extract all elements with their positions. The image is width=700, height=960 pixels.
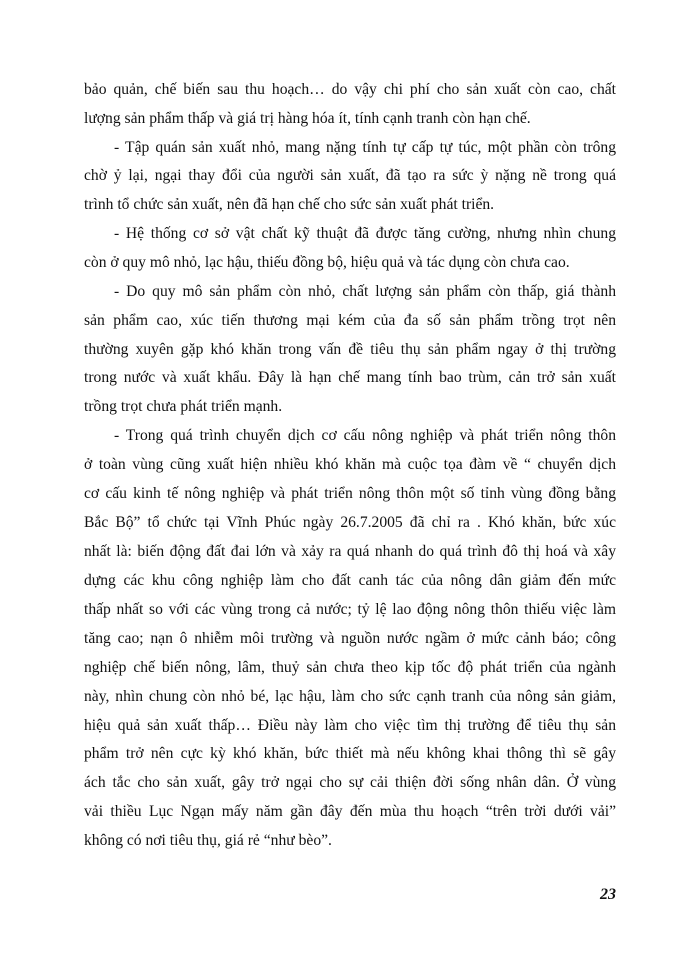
text-line: tăng cao; nạn ô nhiễm môi trường và nguồn nước ngầm ở mức cảnh báo; công — [84, 630, 616, 647]
text-line: thường xuyên gặp khó khăn trong vấn đề tiêu thụ sản phẩm ngay ở thị trường — [84, 341, 616, 358]
text-line: không có nơi tiêu thụ, giá rẻ “như bèo”. — [84, 832, 332, 849]
text-line: hiệu quả sản xuất thấp… Điều này làm cho việc tìm thị trường để tiêu thụ sản — [84, 717, 616, 734]
text-line: trong nước và xuất khẩu. Đây là hạn chế mang tính bao trùm, cản trở sản xuất — [84, 369, 616, 386]
text-line: còn ở quy mô nhỏ, lạc hậu, thiếu đồng bộ, hiệu quả và tác dụng còn chưa cao. — [84, 254, 570, 271]
text-line: nghiệp chế biến nông, lâm, thuỷ sản chưa theo kịp tốc độ phát triển của ngành — [84, 659, 616, 676]
text-line: ở toàn vùng cũng xuất hiện nhiều khó khăn mà cuộc tọa đàm về “ chuyển dịch — [84, 456, 616, 473]
text-line: - Tập quán sản xuất nhỏ, mang nặng tính tự cấp tự túc, một phần còn trông — [114, 139, 616, 156]
text-line: chờ ỷ lại, ngại thay đổi của người sản xuất, đã tạo ra sức ỳ nặng nề trong quá — [84, 167, 616, 184]
text-line: này, nhìn chung còn nhỏ bé, lạc hậu, làm cho sức cạnh tranh của nông sản giảm, — [84, 688, 616, 705]
text-line: cơ cấu kinh tế nông nghiệp và phát triển nông thôn một số tỉnh vùng đồng bằng — [84, 485, 616, 502]
text-line: lượng sản phẩm thấp và giá trị hàng hóa ít, tính cạnh tranh còn hạn chế. — [84, 110, 531, 127]
text-line: nhất là: biến động đất đai lớn và xảy ra quá nhanh do quá trình đô thị hoá và xây — [84, 543, 616, 560]
text-line: bảo quản, chế biến sau thu hoạch… do vậy chi phí cho sản xuất còn cao, chất — [84, 81, 616, 98]
text-line: Bắc Bộ” tổ chức tại Vĩnh Phúc ngày 26.7.2005 đã chỉ ra . Khó khăn, bức xúc — [84, 514, 616, 531]
text-line: - Hệ thống cơ sở vật chất kỹ thuật đã được tăng cường, nhưng nhìn chung — [114, 225, 616, 242]
text-line: thấp nhất so với các vùng trong cả nước; tỷ lệ lao động nông thôn thiếu việc làm — [84, 601, 616, 618]
text-line: dựng các khu công nghiệp làm cho đất canh tác của nông dân giảm đến mức — [84, 572, 616, 589]
text-line: phẩm trở nên cực kỳ khó khăn, bức thiết mà nếu không khai thông thì sẽ gây — [84, 745, 616, 762]
text-line: trình tổ chức sản xuất, nên đã hạn chế cho sức sản xuất phát triển. — [84, 196, 495, 213]
text-line: ách tắc cho sản xuất, gây trở ngại cho sự cải thiện đời sống nhân dân. Ở vùng — [84, 774, 616, 791]
text-line: - Do quy mô sản phẩm còn nhỏ, chất lượng sản phẩm còn thấp, giá thành — [114, 283, 616, 300]
page-number: 23 — [600, 886, 616, 903]
text-line: vải thiều Lục Ngạn mấy năm gần đây đến mùa thu hoạch “trên trời dưới vải” — [84, 803, 616, 820]
text-line: - Trong quá trình chuyển dịch cơ cấu nông nghiệp và phát triển nông thôn — [114, 427, 616, 444]
text-line: sản phẩm cao, xúc tiến thương mại kém của đa số sản phẩm trồng trọt nên — [84, 312, 616, 329]
text-line: trồng trọt chưa phát triển mạnh. — [84, 398, 283, 415]
